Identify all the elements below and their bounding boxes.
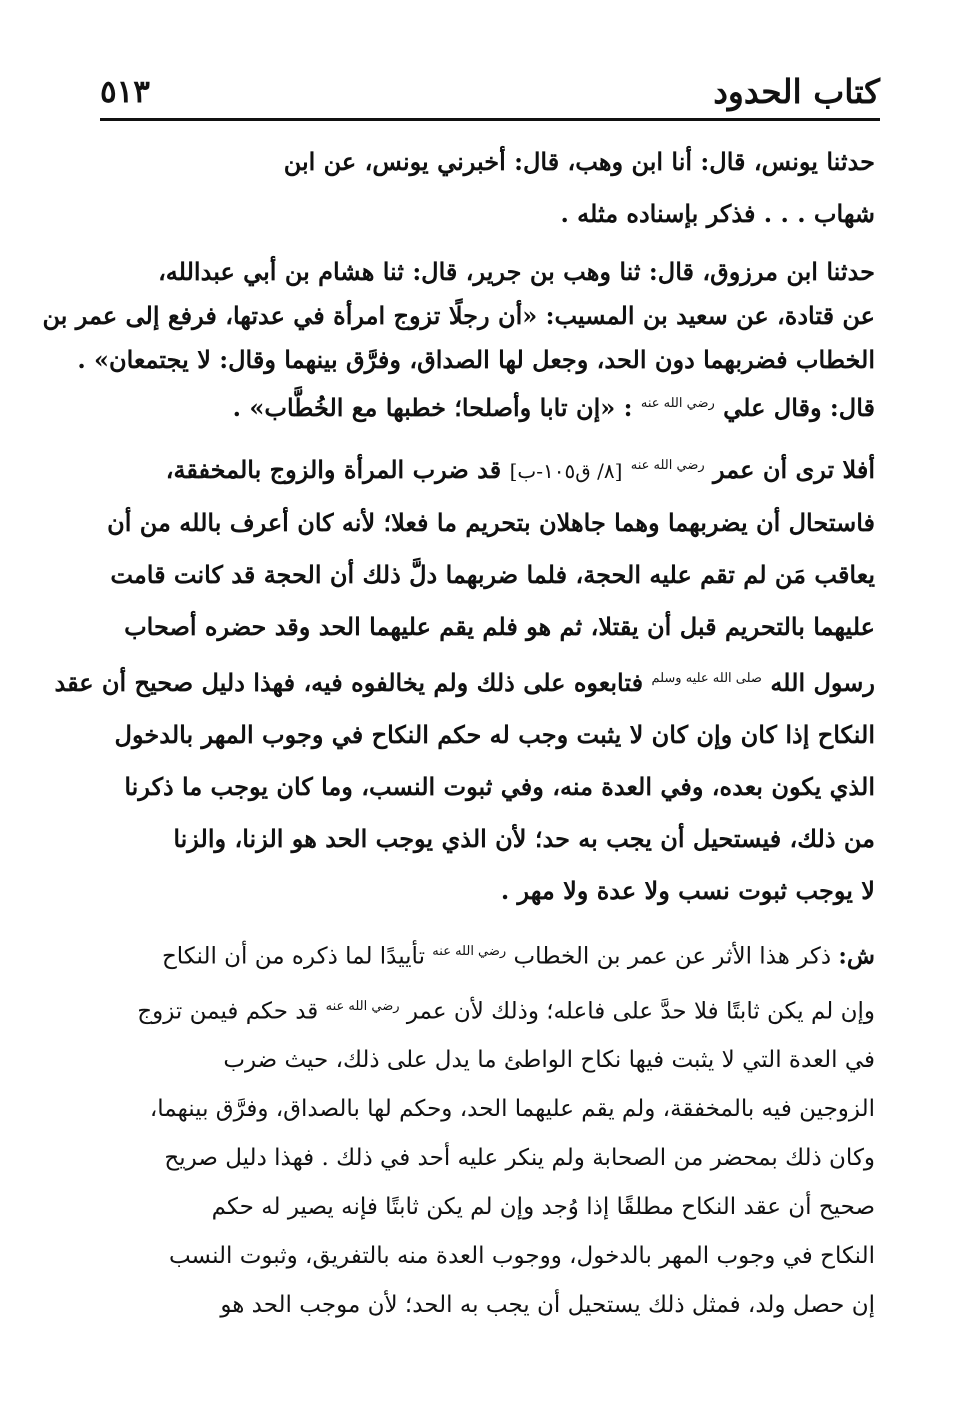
text-segment: قد ضرب المرأة والزوج بالمخفقة، [165,455,502,484]
text-line: عليهما بالتحريم قبل أن يقتلا، ثم هو فلم يقم عليهما الحد وقد حضره أصحاب [124,612,875,641]
text-line: النكاح في وجوب المهر بالدخول، ووجوب العدة منه بالتفريق، وثبوت النسب [168,1243,875,1270]
text-line: فاستحال أن يضربهما وهما جاهلان بتحريم ما فعلا؛ لأنه كان أعرف بالله من أن [107,508,875,537]
text-line: حدثنا ابن مرزوق، قال: ثنا وهب بن جرير، قال: ثنا هشام بن أبي عبدالله، [158,257,875,286]
text-line: يعاقب مَن لم تقم عليه الحجة، فلما ضربهما دلَّ ذلك أن الحجة قد كانت قامت [110,560,875,589]
text-line: في العدة التي لا يثبت فيها نكاح الواطئ ما يدل على ذلك، حيث ضرب [223,1047,875,1074]
page-body [42,136,875,1340]
text-line: الذي يكون بعده، وفي العدة منه، وفي ثبوت النسب، وما كان يوجب ما ذكرنا [124,772,875,801]
text-segment: فتابعوه على ذلك ولم يخالفوه فيه، فهذا دليل صحيح أن عقد [54,668,644,697]
text-segment: أفلا ترى أن عمر [713,455,875,484]
text-line [103,927,875,982]
honorific-mark: رضي الله عنه [630,458,705,473]
honorific-mark: رضي الله عنه [640,396,715,411]
text-line [54,653,875,709]
text-line [103,440,875,497]
text-line: عن قتادة، عن سعيد بن المسيب: «أن رجلًا تزوج امرأة في عدتها، فرفع إلى عمر بن [42,301,875,330]
text-line [103,982,875,1037]
text-segment: قال: وقال علي [723,393,875,422]
paragraph-hadith-chain-2 [42,250,875,430]
text-segment: «إن تابا وأصلحا؛ خطبها مع الخُطَّاب» . [232,393,616,422]
text-line: إن حصل ولد، فمثل ذلك يستحيل أن يجب به الحد؛ لأن موجب الحد هو [220,1292,875,1319]
paragraph-hadith-chain-1 [103,136,875,240]
text-segment: رسول الله [770,668,875,697]
text-segment: قد حكم فيمن تزوج [137,998,319,1025]
text-segment: تأييدًا لما ذكره من أن النكاح [161,943,425,970]
text-line: الخطاب فضربهما دون الحد، وجعل لها الصداق، وفرَّق بينهما وقال: لا يجتمعان» . [77,345,875,374]
text-line: لا يوجب ثبوت نسب ولا عدة ولا مهر . [500,876,875,905]
honorific-mark: رضي الله عنه [325,998,400,1014]
page-number: ٥١٣ [100,74,150,110]
text-line: حدثنا يونس، قال: أنا ابن وهب، قال: أخبرني يونس، عن ابن [283,147,875,176]
text-segment: ذكر هذا الأثر عن عمر بن الخطاب [513,943,832,970]
prophet-salutation-mark: صلى الله عليه وسلم [651,671,762,686]
commentary-label: ش: [838,942,875,970]
text-line: قال: وقال علي $^{رضي الله عنه}$ : «إن تابا وأصلحا؛ خطبها مع الخُطَّاب» . [232,393,875,422]
text-line: صحيح أن عقد النكاح مطلقًا إذا وُجد وإن لم يكن ثابتًا فإنه يصير له حكم [211,1194,875,1221]
header-rule [100,118,880,121]
text-line: الزوجين فيه بالمخفقة، ولم يقم عليهما الحد، وحكم لها بالصداق، وفرَّق بينهما، [149,1096,875,1123]
manuscript-reference: [٨/ ق١٠٥-ب] [509,459,623,483]
book-title: كتاب الحدود [713,72,880,111]
text-line: من ذلك، فيستحيل أن يجب به حد؛ لأن الذي يوجب الحد هو الزنا، والزنا [173,824,875,853]
paragraph-argument [54,440,875,917]
text-line: شهاب . . . فذكر بإسناده مثله . [560,199,875,228]
honorific-mark: رضي الله عنه [432,944,507,959]
paragraph-commentary [103,927,875,1330]
text-segment: وإن لم يكن ثابتًا فلا حدَّ على فاعله؛ وذلك لأن عمر [406,998,875,1025]
text-line: وكان ذلك بمحضر من الصحابة ولم ينكر عليه أحد في ذلك . فهذا دليل صريح [164,1145,875,1172]
page-header [100,58,880,111]
text-line: النكاح إذا كان وإن كان لا يثبت وجب له حكم النكاح في وجوب المهر بالدخول [114,720,875,749]
